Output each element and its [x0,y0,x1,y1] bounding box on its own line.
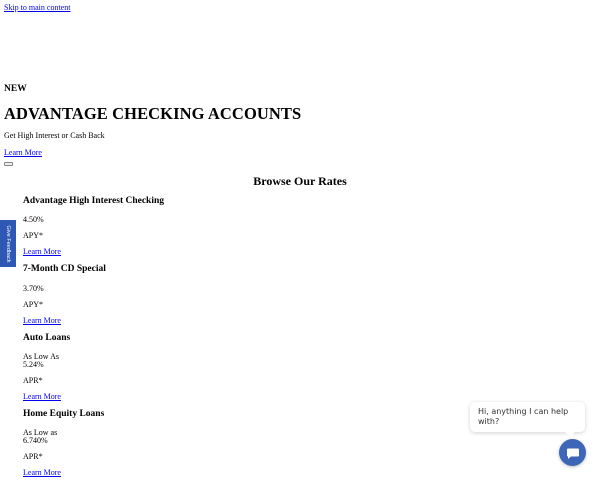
chat-greeting-text: Hi, anything I can help with? [478,407,569,426]
slider-pager-button[interactable] [4,162,13,166]
rate-unit: APY* [23,300,44,309]
hero-learn-more-link[interactable]: Learn More [4,148,42,157]
rate-card-title: Advantage High Interest Checking [23,196,165,206]
rates-section-title: Browse Our Rates [253,174,347,188]
rate-value: 3.70% [23,284,44,293]
rate-card-learn-more-link[interactable]: Learn More [23,392,61,401]
skip-to-main-link[interactable]: Skip to main content [4,3,71,12]
rate-value: 6.740% [23,436,48,445]
hero-eyebrow: NEW [4,84,27,94]
hero-subtitle: Get High Interest or Cash Back [4,131,105,140]
rate-prefix: As Low as [23,428,58,437]
rate-card-cd [23,264,106,325]
rate-card-auto-loans [23,333,71,401]
rate-value: 4.50% [23,215,44,224]
rate-value: 5.24% [23,360,44,369]
rate-prefix: As Low As [23,352,60,361]
give-feedback-tab[interactable] [0,220,16,267]
chat-icon [566,446,580,460]
rate-card-checking [23,196,165,256]
rate-card-learn-more-link[interactable]: Learn More [23,468,61,477]
rate-unit: APY* [23,231,44,240]
give-feedback-label: Give Feedback [5,225,11,262]
rate-unit: APR* [23,376,43,385]
hero-title: ADVANTAGE CHECKING ACCOUNTS [4,104,302,123]
rate-card-learn-more-link[interactable]: Learn More [23,247,61,256]
rate-card-title: 7-Month CD Special [23,264,106,274]
rate-unit: APR* [23,452,43,461]
rate-card-title: Auto Loans [23,333,71,343]
rate-card-title: Home Equity Loans [23,409,105,419]
rate-card-home-equity [23,409,105,477]
chat-greeting-bubble[interactable] [470,402,585,432]
chat-launcher-button[interactable] [559,439,586,466]
rate-card-learn-more-link[interactable]: Learn More [23,316,61,325]
